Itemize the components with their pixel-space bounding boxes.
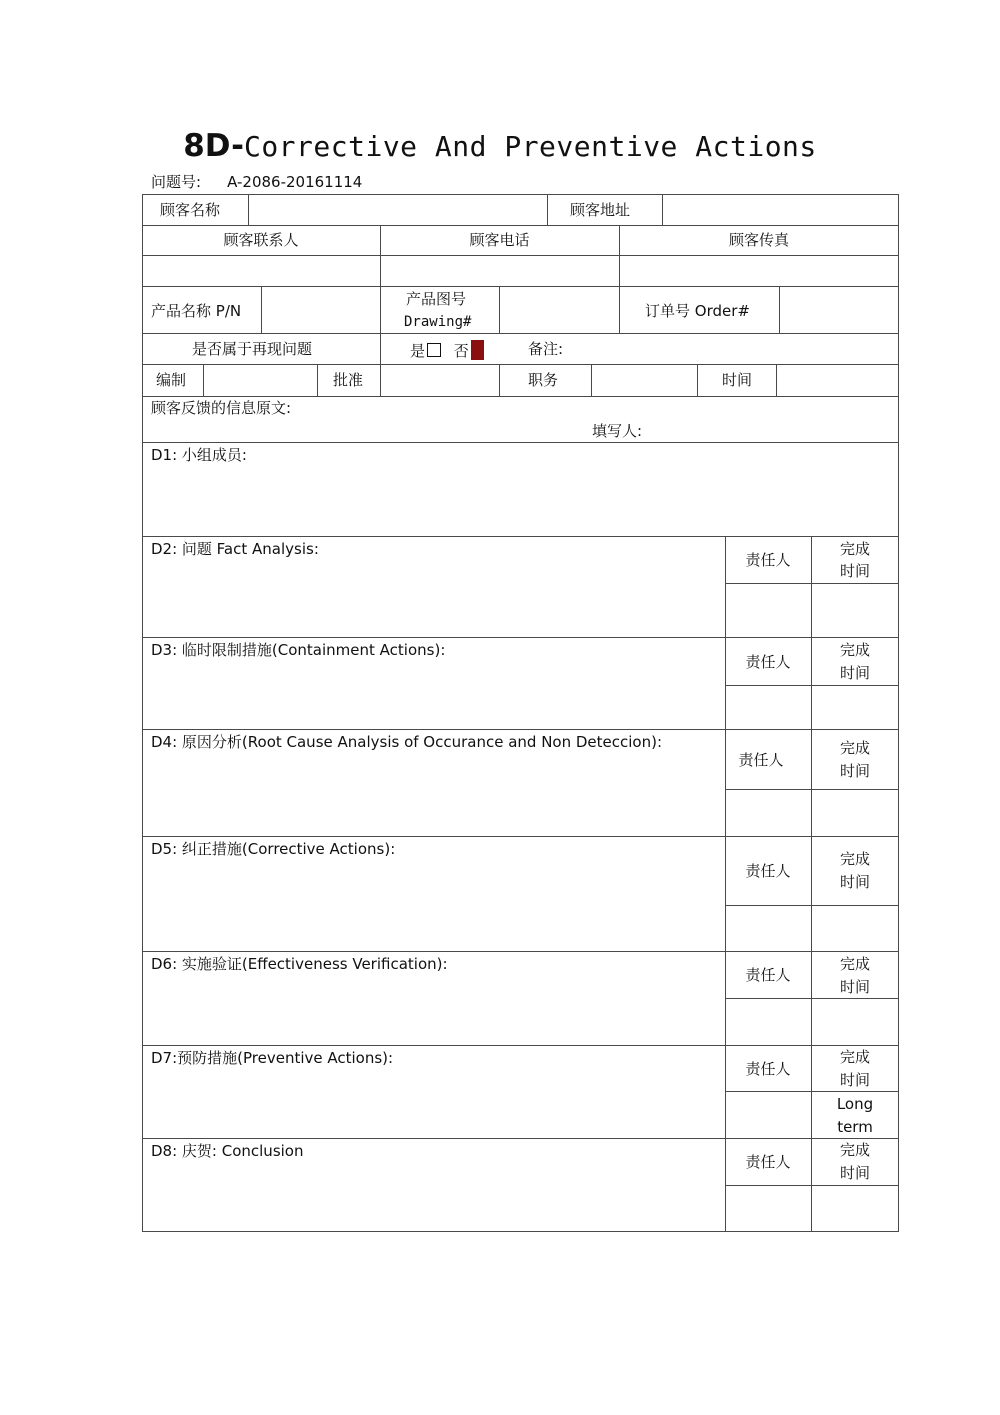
d6-complete-label-2: 时间 (839, 978, 870, 996)
recurring-options (410, 340, 484, 360)
col-line (662, 194, 663, 225)
d7-long-term-2: term (837, 1118, 873, 1136)
customer-phone-label: 顾客电话 (469, 231, 530, 249)
col-line (203, 364, 204, 396)
d2-responsible-label: 责任人 (745, 551, 791, 569)
filler-label: 填写人: (592, 422, 643, 440)
col-line (591, 364, 592, 396)
prepared-by-label: 编制 (156, 371, 187, 389)
d5-responsible-label: 责任人 (745, 862, 791, 880)
d7-complete-label-1: 完成 (839, 1048, 870, 1066)
d7-long-term-1: Long (836, 1095, 874, 1113)
d3-heading: D3: 临时限制措施(Containment Actions): (151, 641, 446, 659)
col-inner-line (725, 1091, 899, 1092)
d2-complete-label-2: 时间 (839, 562, 870, 580)
d5-complete-label-1: 完成 (839, 850, 870, 868)
approved-by-label: 批准 (333, 371, 364, 389)
d4-heading: D4: 原因分析(Root Cause Analysis of Occurance and Non Deteccion): (151, 733, 663, 751)
col-line (380, 286, 381, 333)
d6-complete-label-1: 完成 (839, 955, 870, 973)
customer-contact-label: 顾客联系人 (223, 231, 299, 249)
yes-checkbox[interactable] (427, 343, 441, 357)
problem-number (151, 171, 362, 192)
col-inner-line (725, 998, 899, 999)
col-line (697, 364, 698, 396)
row-line (142, 255, 899, 256)
d3-complete-label-1: 完成 (839, 641, 870, 659)
title-8d: 8D- (183, 128, 244, 164)
d8-responsible-label: 责任人 (745, 1153, 791, 1171)
d2-heading: D2: 问题 Fact Analysis: (151, 540, 319, 558)
col-line (619, 286, 620, 333)
row-line (142, 333, 899, 334)
product-name-label: 产品名称 P/N (151, 302, 242, 320)
col-inner-line (725, 789, 899, 790)
document-title (0, 128, 1000, 164)
recurring-label: 是否属于再现问题 (192, 340, 313, 358)
row-line (142, 951, 899, 952)
d7-complete-label-2: 时间 (839, 1071, 870, 1089)
col-line (547, 194, 548, 225)
row-line (142, 286, 899, 287)
d2-complete-label-1: 完成 (839, 540, 870, 558)
d6-heading: D6: 实施验证(Effectiveness Verification): (151, 955, 448, 973)
customer-fax-label: 顾客传真 (728, 231, 789, 249)
d4-responsible-label: 责任人 (738, 751, 784, 769)
col-line (248, 194, 249, 225)
title-text: Corrective And Preventive Actions (243, 130, 817, 163)
d5-complete-label-2: 时间 (839, 873, 870, 891)
no-checkbox-marked[interactable] (471, 340, 484, 360)
form-table (142, 194, 899, 1232)
d4-complete-label-1: 完成 (839, 739, 870, 757)
problem-number-value: A-2086-20161114 (227, 173, 363, 191)
col-line (261, 286, 262, 333)
row-line (142, 836, 899, 837)
d3-responsible-label: 责任人 (745, 653, 791, 671)
col-line (779, 286, 780, 333)
drawing-label-en: Drawing# (404, 314, 472, 330)
col-line (499, 364, 500, 396)
d7-responsible-label: 责任人 (745, 1060, 791, 1078)
d4-complete-label-2: 时间 (839, 762, 870, 780)
row-line (142, 225, 899, 226)
no-label: 否 (453, 342, 469, 360)
row-line (142, 396, 899, 397)
customer-address-label: 顾客地址 (570, 201, 631, 219)
d5-heading: D5: 纠正措施(Corrective Actions): (151, 840, 396, 858)
d8-complete-label-1: 完成 (839, 1141, 870, 1159)
time-label: 时间 (722, 371, 753, 389)
problem-number-label: 问题号: (151, 173, 202, 191)
col-inner-line (725, 1185, 899, 1186)
border-left (142, 194, 143, 1232)
col-inner-line (725, 583, 899, 584)
yes-label: 是 (410, 342, 426, 360)
row-line (142, 1045, 899, 1046)
col-line (317, 364, 318, 396)
customer-name-label: 顾客名称 (160, 201, 221, 219)
col-line (725, 536, 726, 1231)
col-line (380, 364, 381, 396)
border-bottom (142, 1231, 899, 1232)
row-line (142, 637, 899, 638)
row-line (142, 729, 899, 730)
feedback-label: 顾客反馈的信息原文: (151, 399, 292, 417)
col-inner-line (725, 905, 899, 906)
border-top (142, 194, 899, 195)
row-line (142, 536, 899, 537)
row-line (142, 442, 899, 443)
d7-heading: D7:预防措施(Preventive Actions): (151, 1049, 394, 1067)
col-line (380, 333, 381, 364)
d6-responsible-label: 责任人 (745, 966, 791, 984)
drawing-label-cn: 产品图号 (406, 290, 467, 308)
d3-complete-label-2: 时间 (839, 664, 870, 682)
d8-complete-label-2: 时间 (839, 1164, 870, 1182)
col-line (776, 364, 777, 396)
row-line (142, 1138, 899, 1139)
col-line (499, 286, 500, 333)
d8-heading: D8: 庆贺: Conclusion (151, 1142, 304, 1160)
order-label: 订单号 Order# (645, 302, 750, 320)
d1-heading: D1: 小组成员: (151, 446, 247, 464)
position-label: 职务 (528, 371, 559, 389)
row-line (142, 364, 899, 365)
remark-label: 备注: (528, 340, 564, 358)
col-inner-line (725, 685, 899, 686)
